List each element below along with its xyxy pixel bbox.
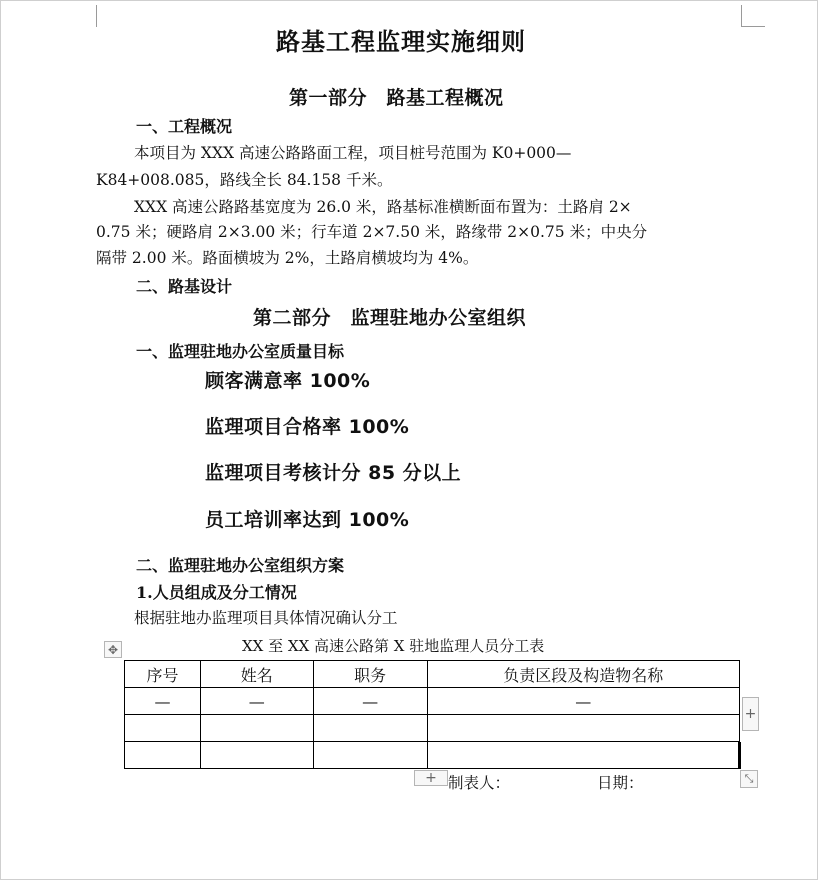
plus-icon: + [425,770,437,786]
table-row [125,688,740,715]
table-cell[interactable] [200,715,313,742]
quality-goal: 顾客满意率 100% [205,370,371,392]
table-cell[interactable]: — [313,688,427,715]
section-heading: 一、监理驻地办公室质量目标 [136,342,345,361]
table-cell[interactable] [427,742,739,769]
table-resize-handle[interactable] [740,770,758,788]
table-header-cell[interactable]: 职务 [313,661,427,688]
table-maker-label: 制表人： [448,774,511,792]
table-row [125,715,740,742]
table-cell[interactable] [125,715,201,742]
add-column-button[interactable] [742,697,759,731]
table-cell[interactable]: — [427,688,739,715]
doc-title: 路基工程监理实施细则 [276,27,526,56]
margin-marker [741,26,765,27]
table-header-row [125,661,740,688]
table-cell[interactable] [313,715,427,742]
paragraph-line: 根据驻地办监理项目具体情况确认分工 [134,609,398,627]
table-cell[interactable] [427,715,739,742]
plus-icon: + [744,706,757,722]
paragraph-line: 本项目为 XXX 高速公路路面工程，项目桩号范围为 K0+000— [134,144,572,162]
paragraph-line: 0.75 米；硬路肩 2×3.00 米；行车道 2×7.50 米，路缘带 2×0.75 米；中央分 [96,223,648,241]
table-cell[interactable] [200,742,313,769]
table-cell[interactable]: — [200,688,313,715]
part2-heading: 第二部分 监理驻地办公室组织 [253,307,527,329]
table-move-handle[interactable] [104,641,122,658]
quality-goal: 员工培训率达到 100% [205,509,410,531]
table-date-label: 日期： [597,774,644,792]
table-caption: XX 至 XX 高速公路第 X 驻地监理人员分工表 [242,637,545,655]
section-heading: 二、监理驻地办公室组织方案 [136,556,345,575]
move-icon: ✥ [107,642,119,657]
table-header-cell[interactable]: 姓名 [200,661,313,688]
margin-marker [741,5,742,27]
paragraph-line: 隔带 2.00 米。路面横坡为 2%，土路肩横坡均为 4%。 [96,249,479,267]
table-header-cell[interactable]: 序号 [125,661,201,688]
table-cell[interactable] [125,742,201,769]
subsection-heading: 1.人员组成及分工情况 [136,583,297,602]
table-header-cell[interactable]: 负责区段及构造物名称 [427,661,739,688]
table-row [125,742,740,769]
paragraph-line: XXX 高速公路路基宽度为 26.0 米，路基标准横断面布置为：土路肩 2× [134,198,632,216]
staff-assignment-table [124,660,740,769]
quality-goal: 监理项目合格率 100% [205,416,410,438]
section-heading: 一、工程概况 [136,117,233,136]
margin-marker [96,5,97,27]
add-row-button[interactable] [414,770,448,786]
part1-heading: 第一部分 路基工程概况 [289,87,504,109]
section-heading: 二、路基设计 [136,277,233,296]
quality-goal: 监理项目考核计分 85 分以上 [205,462,462,484]
table-cell[interactable] [313,742,427,769]
cell-cursor-border [738,742,741,769]
table-cell[interactable]: — [125,688,201,715]
resize-icon: ⤡ [744,772,754,785]
paragraph-line: K84+008.085，路线全长 84.158 千米。 [96,171,393,189]
